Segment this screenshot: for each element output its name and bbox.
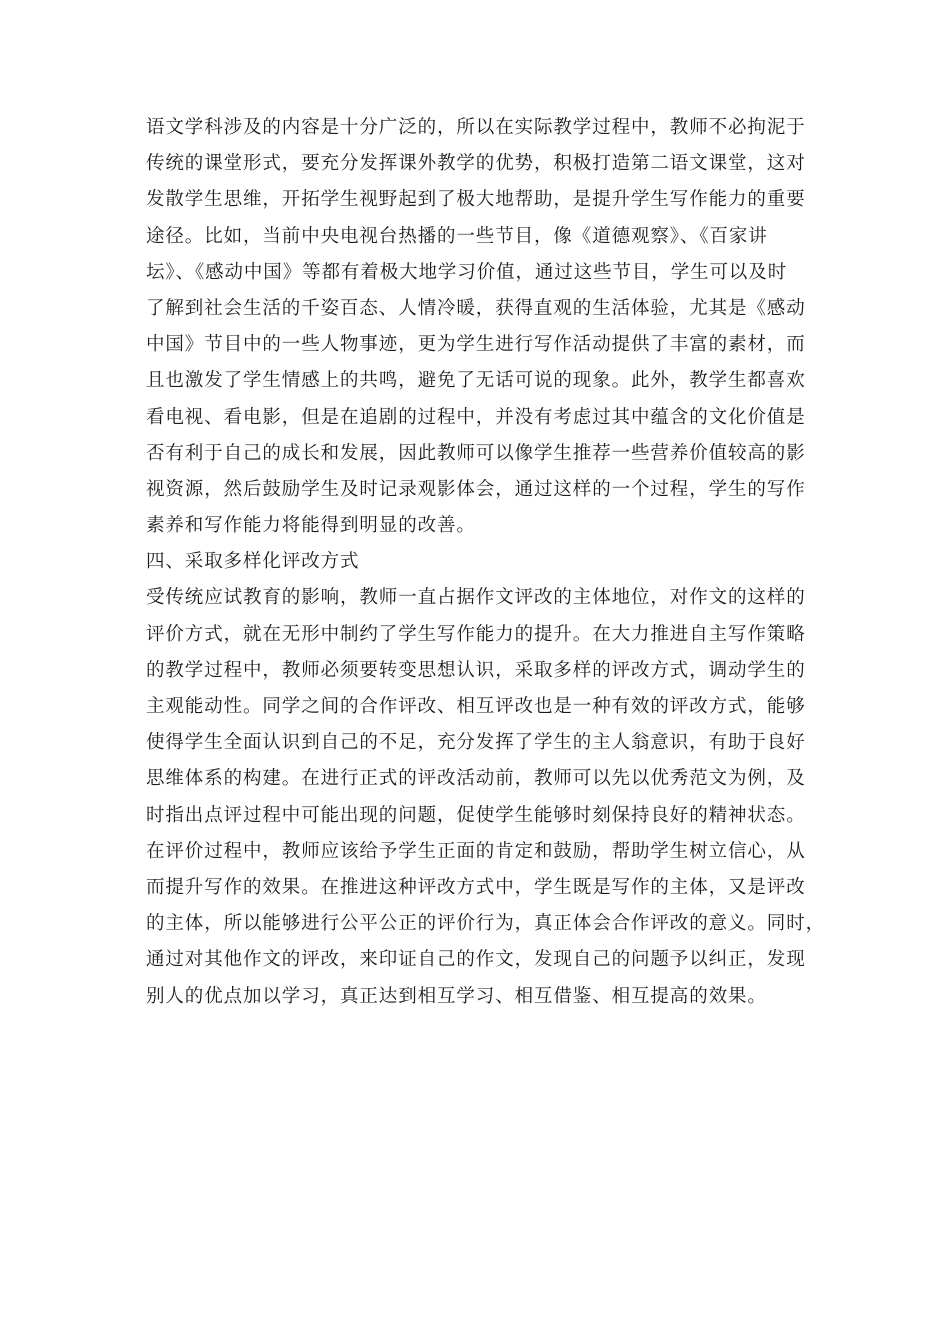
text-line: 主观能动性。同学之间的合作评改、相互评改也是一种有效的评改方式，能够: [146, 696, 806, 717]
text-line: 语文学科涉及的内容是十分广泛的，所以在实际教学过程中，教师不必拘泥于: [146, 117, 806, 138]
text-line: 发散学生思维，开拓学生视野起到了极大地帮助，是提升学生写作能力的重要: [146, 189, 806, 211]
text-line: 途径。比如，当前中央电视台热播的一些节目，像《道德观察》、《百家讲: [146, 225, 768, 247]
text-line: 使得学生全面认识到自己的不足，充分发挥了学生的主人翁意识，有助于良好: [146, 732, 806, 754]
text-line: 在评价过程中，教师应该给予学生正面的肯定和鼓励，帮助学生树立信心，从: [146, 840, 806, 862]
paragraph-2: [146, 580, 826, 1014]
text-line: 否有利于自己的成长和发展，因此教师可以像学生推荐一些营养价值较高的影: [146, 442, 806, 464]
text-line: 了解到社会生活的千姿百态、人情冷暖，获得直观的生活体验，尤其是《感动: [146, 297, 806, 319]
text-line: 通过对其他作文的评改，来印证自己的作文，发现自己的问题予以纠正，发现: [146, 949, 806, 971]
text-line: 的主体，所以能够进行公平公正的评价行为，真正体会合作评改的意义。同时，: [146, 913, 826, 935]
text-line: 而提升写作的效果。在推进这种评改方式中，学生既是写作的主体，又是评改: [146, 876, 806, 898]
paragraph-1: [146, 110, 810, 544]
text-line: 评价方式，就在无形中制约了学生写作能力的提升。在大力推进自主写作策略: [146, 623, 806, 645]
text-line: 传统的课堂形式，要充分发挥课外教学的优势，积极打造第二语文课堂，这对: [146, 153, 806, 175]
text-line: 的教学过程中，教师必须要转变思想认识，采取多样的评改方式，调动学生的: [146, 659, 806, 681]
text-line: 看电视、看电影，但是在追剧的过程中，并没有考虑过其中蕴含的文化价值是: [146, 406, 806, 428]
section-heading: 四、采取多样化评改方式: [146, 551, 360, 573]
text-line: 受传统应试教育的影响，教师一直占据作文评改的主体地位，对作文的这样的: [146, 587, 806, 609]
text-line: 视资源，然后鼓励学生及时记录观影体会，通过这样的一个过程，学生的写作: [146, 478, 806, 500]
document-body: [146, 110, 826, 1015]
text-line: 且也激发了学生情感上的共鸣，避免了无话可说的现象。此外，教学生都喜欢: [146, 370, 806, 392]
text-line: 中国》节目中的一些人物事迹，更为学生进行写作活动提供了丰富的素材，而: [146, 334, 806, 356]
text-line: 别人的优点加以学习，真正达到相互学习、相互借鉴、相互提高的效果。: [146, 985, 767, 1007]
text-line: 时指出点评过程中可能出现的问题，促使学生能够时刻保持良好的精神状态。: [146, 804, 806, 826]
text-line: 素养和写作能力将能得到明显的改善。: [146, 515, 476, 537]
text-line: 坛》、《感动中国》等都有着极大地学习价值，通过这些节目，学生可以及时: [146, 261, 788, 283]
text-line: 思维体系的构建。在进行正式的评改活动前，教师可以先以优秀范文为例，及: [146, 768, 806, 790]
